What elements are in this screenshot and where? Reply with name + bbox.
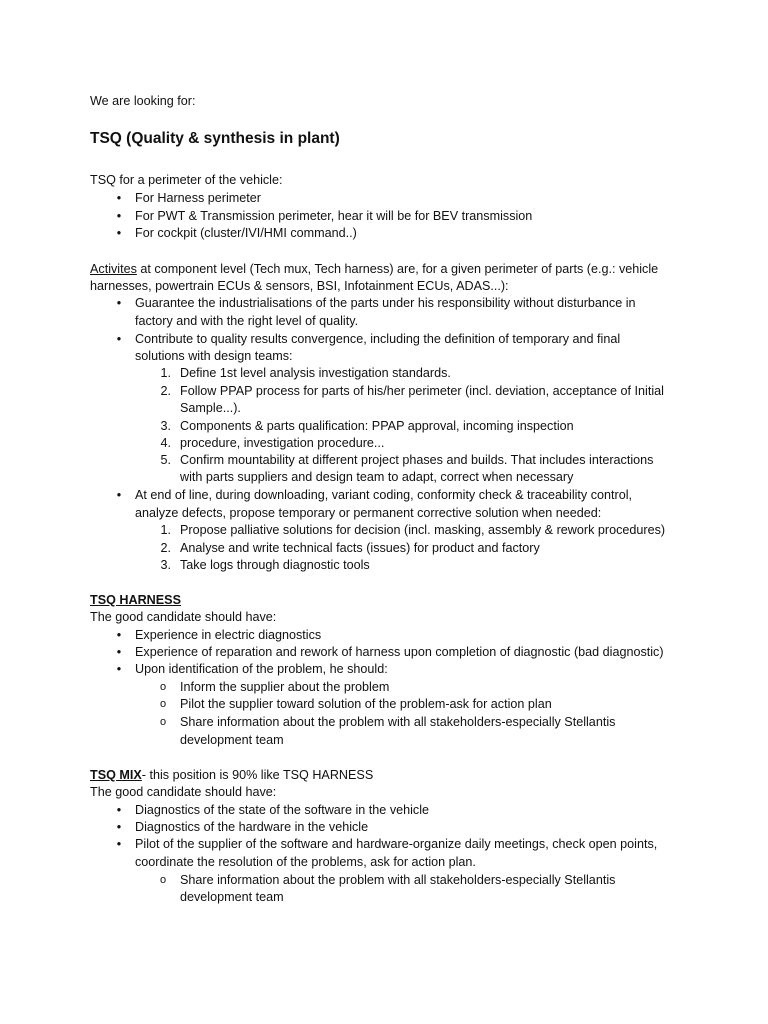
bullet-icon: • xyxy=(116,662,122,676)
list-item-text: development team xyxy=(180,733,284,747)
list-item-text: with parts suppliers and design team to adapt, correct when necessary xyxy=(180,470,574,484)
bullet-icon: • xyxy=(116,803,122,817)
perimeter-heading: TSQ for a perimeter of the vehicle: xyxy=(90,173,283,187)
list-item-text: For Harness perimeter xyxy=(135,191,261,205)
bullet-icon: • xyxy=(116,209,122,223)
list-item-text: Share information about the problem with all stakeholders-especially Stellantis xyxy=(180,873,616,887)
circle-bullet-icon: o xyxy=(159,716,167,728)
list-item-text: For PWT & Transmission perimeter, hear it will be for BEV transmission xyxy=(135,209,533,223)
list-item-text: Diagnostics of the state of the software in the vehicle xyxy=(135,803,430,817)
bullet-icon: • xyxy=(116,296,122,310)
list-item-text: solutions with design teams: xyxy=(135,349,293,363)
mix-heading-suffix: - this position is 90% like TSQ HARNESS xyxy=(141,768,374,782)
list-number: 3. xyxy=(160,558,171,572)
list-item-text: Sample...). xyxy=(180,401,241,415)
activities-paragraph xyxy=(90,261,690,278)
mix-heading: TSQ MIX xyxy=(90,768,142,782)
list-item-text: Components & parts qualification: PPAP approval, incoming inspection xyxy=(180,419,574,433)
list-item-text: Take logs through diagnostic tools xyxy=(180,558,370,572)
list-item-text: Follow PPAP process for parts of his/her perimeter (incl. deviation, acceptance of Initial xyxy=(180,384,664,398)
circle-bullet-icon: o xyxy=(159,698,167,710)
list-item-text: Confirm mountability at different project phases and builds. That includes interactions xyxy=(180,453,654,467)
list-item-text: Define 1st level analysis investigation standards. xyxy=(180,366,451,380)
list-item-text: factory and with the right level of quality. xyxy=(135,314,359,328)
bullet-icon: • xyxy=(116,837,122,851)
bullet-icon: • xyxy=(116,191,122,205)
circle-bullet-icon: o xyxy=(159,874,167,886)
list-item-text: coordinate the resolution of the problems, ask for action plan. xyxy=(135,855,476,869)
list-item-text: Guarantee the industrialisations of the parts under his responsibility without disturbance in xyxy=(135,296,636,310)
list-item-text: At end of line, during downloading, variant coding, conformity check & traceability control, xyxy=(135,488,633,502)
bullet-icon: • xyxy=(116,628,122,642)
list-item-text: Pilot of the supplier of the software and hardware-organize daily meetings, check open points, xyxy=(135,837,658,851)
list-item-text: Share information about the problem with all stakeholders-especially Stellantis xyxy=(180,715,616,729)
activities-label: Activites xyxy=(90,262,137,276)
list-item-text: procedure, investigation procedure... xyxy=(180,436,385,450)
list-number: 3. xyxy=(160,419,171,433)
activities-text-line2: harnesses, powertrain ECUs & sensors, BSI, Infotainment ECUs, ADAS...): xyxy=(90,279,509,293)
mix-heading-line xyxy=(90,767,690,784)
list-item-text: Propose palliative solutions for decision (incl. masking, assembly & rework procedures) xyxy=(180,523,666,537)
list-item-text: Pilot the supplier toward solution of the problem-ask for action plan xyxy=(180,697,552,711)
harness-heading: TSQ HARNESS xyxy=(90,593,181,607)
list-item-text: Contribute to quality results convergence, including the definition of temporary and final xyxy=(135,332,621,346)
bullet-icon: • xyxy=(116,332,122,346)
bullet-icon: • xyxy=(116,820,122,834)
bullet-icon: • xyxy=(116,226,122,240)
bullet-icon: • xyxy=(116,645,122,659)
list-item-text: Diagnostics of the hardware in the vehicle xyxy=(135,820,369,834)
list-number: 4. xyxy=(160,436,171,450)
list-item-text: Upon identification of the problem, he should: xyxy=(135,662,388,676)
list-number: 1. xyxy=(160,523,171,537)
list-item-text: analyze defects, propose temporary or permanent corrective solution when needed: xyxy=(135,506,602,520)
list-item-text: Experience in electric diagnostics xyxy=(135,628,322,642)
list-item-text: Inform the supplier about the problem xyxy=(180,680,390,694)
list-item-text: Analyse and write technical facts (issues) for product and factory xyxy=(180,541,540,555)
list-number: 2. xyxy=(160,541,171,555)
list-item-text: Experience of reparation and rework of harness upon completion of diagnostic (bad diagnostic) xyxy=(135,645,664,659)
harness-lead: The good candidate should have: xyxy=(90,610,277,624)
document-title: TSQ (Quality & synthesis in plant) xyxy=(90,130,340,147)
circle-bullet-icon: o xyxy=(159,681,167,693)
list-number: 2. xyxy=(160,384,171,398)
list-number: 1. xyxy=(160,366,171,380)
list-item-text: development team xyxy=(180,890,284,904)
list-number: 5. xyxy=(160,453,171,467)
intro-text: We are looking for: xyxy=(90,94,196,108)
mix-lead: The good candidate should have: xyxy=(90,785,277,799)
activities-text-line1: at component level (Tech mux, Tech harness) are, for a given perimeter of parts (e.g.: vehicle xyxy=(136,262,659,276)
list-item-text: For cockpit (cluster/IVI/HMI command..) xyxy=(135,226,357,240)
bullet-icon: • xyxy=(116,488,122,502)
